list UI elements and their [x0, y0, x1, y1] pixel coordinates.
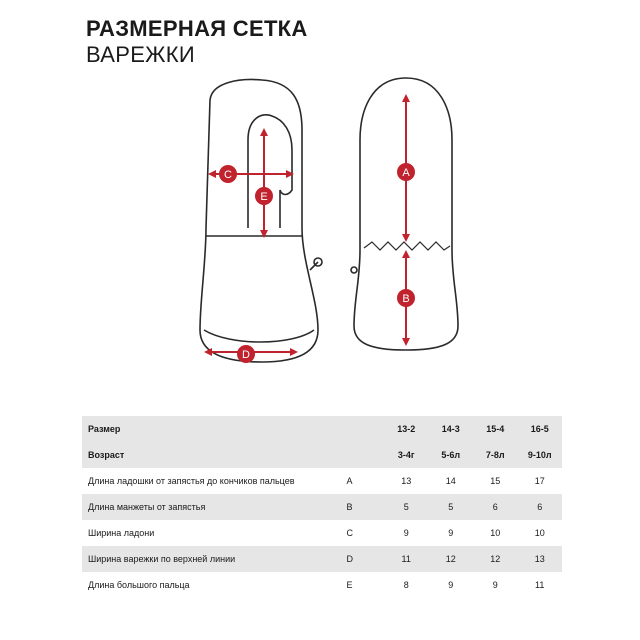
row-label: Длина ладошки от запястья до кончиков пальцев	[88, 476, 295, 486]
row-code	[346, 442, 384, 468]
measure-e	[255, 130, 273, 236]
measure-b	[397, 252, 415, 344]
row-label: Возраст	[82, 442, 346, 468]
cell-value: 5-6л	[428, 442, 472, 468]
label-e: E	[260, 191, 268, 203]
cell-value: 14-3	[428, 416, 472, 442]
cell-value: 11	[535, 580, 545, 590]
row-code: C	[346, 528, 353, 538]
cell-value: 6	[473, 494, 517, 520]
cell-value: 7-8л	[473, 442, 517, 468]
cell-value: 9	[448, 528, 454, 538]
cell-value: 3-4г	[384, 442, 428, 468]
measure-a	[397, 96, 415, 240]
table-row	[82, 520, 562, 546]
cell-value: 5	[428, 494, 472, 520]
mitten-back-view	[351, 78, 458, 350]
mitten-palm-outline	[200, 80, 318, 362]
table-row	[82, 546, 562, 572]
cell-value: 17	[534, 476, 545, 486]
page-subtitle: ВАРЕЖКИ	[86, 42, 196, 67]
row-label: Ширина варежки по верхней линии	[82, 546, 346, 572]
row-code: A	[346, 476, 353, 486]
cell-value: 13	[401, 476, 412, 486]
cell-value: 10	[490, 528, 501, 538]
table-row-size	[82, 416, 562, 442]
label-b: B	[402, 293, 410, 305]
label-a: A	[402, 167, 410, 179]
size-table	[82, 416, 562, 598]
cell-value: 15-4	[473, 416, 517, 442]
mitten-hem	[204, 330, 314, 342]
table-row-age	[82, 442, 562, 468]
row-label: Длина манжеты от запястья	[82, 494, 346, 520]
cell-value: 11	[384, 546, 428, 572]
row-label: Длина большого пальца	[88, 580, 190, 590]
cell-value: 5	[384, 494, 428, 520]
cell-value: 15	[490, 476, 501, 486]
cell-value: 6	[517, 494, 562, 520]
cell-value: 12	[473, 546, 517, 572]
cell-value: 9	[492, 580, 498, 590]
label-d: D	[242, 349, 250, 361]
row-code: B	[346, 494, 384, 520]
cell-value: 8	[403, 580, 409, 590]
cell-value: 12	[428, 546, 472, 572]
cell-value: 13-2	[384, 416, 428, 442]
measure-c	[210, 165, 292, 183]
table-row	[82, 468, 562, 494]
row-code: D	[346, 546, 384, 572]
cuff-zigzag	[364, 242, 450, 250]
cell-value: 13	[517, 546, 562, 572]
cell-value: 9	[403, 528, 409, 538]
label-c: C	[224, 169, 232, 181]
cell-value: 14	[445, 476, 456, 486]
cell-value: 10	[534, 528, 545, 538]
cuff-button-icon	[351, 267, 357, 273]
row-label: Размер	[82, 416, 346, 442]
mitten-thumb-outline	[248, 115, 292, 228]
page-title: РАЗМЕРНАЯ СЕТКА	[86, 16, 308, 41]
row-code: E	[346, 580, 353, 590]
row-label: Ширина ладони	[88, 528, 155, 538]
mitten-palm-view	[200, 80, 322, 362]
row-code	[346, 416, 384, 442]
cell-value: 9	[448, 580, 454, 590]
cell-value: 16-5	[517, 416, 562, 442]
table-row	[82, 494, 562, 520]
table-row	[82, 572, 562, 598]
cell-value: 9-10л	[517, 442, 562, 468]
